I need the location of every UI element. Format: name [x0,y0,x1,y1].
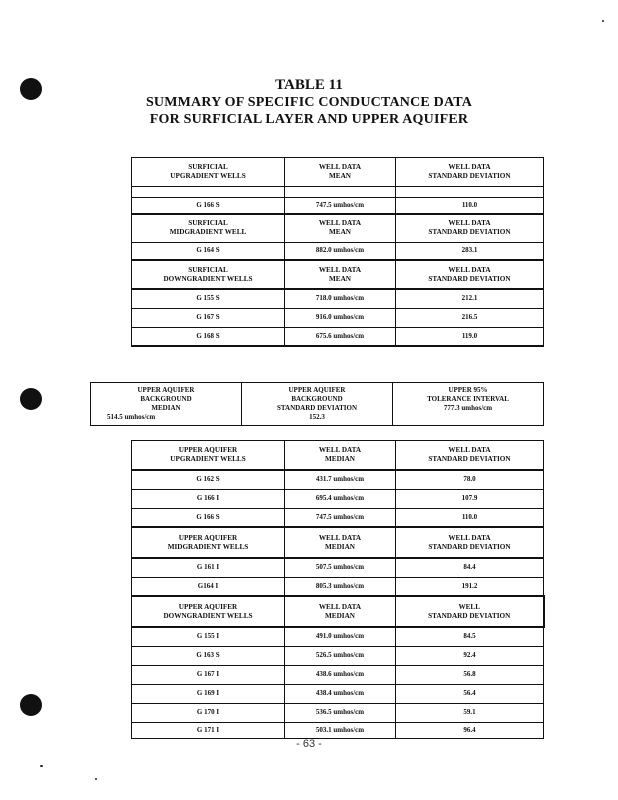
well-id: G 161 I [132,558,285,577]
table-row [132,527,544,558]
binder-hole-middle [20,388,42,410]
well-value: 438.4 umhos/cm [285,684,396,703]
well-value: 747.5 umhos/cm [285,198,396,214]
table-row [132,441,544,471]
well-id: G164 I [132,577,285,596]
well-id: G 163 S [132,646,285,665]
table-row [132,558,544,577]
table-row [132,489,544,508]
well-id: G 155 S [132,289,285,308]
table-row [132,289,544,308]
surficial-table [131,157,544,347]
well-sd: 56.4 [396,684,544,703]
well-value: 695.4 umhos/cm [285,489,396,508]
well-value: 747.5 umhos/cm [285,508,396,527]
well-sd: 119.0 [396,327,544,346]
header-cell: WELL DATA STANDARD DEVIATION [396,158,544,187]
well-id: G 169 I [132,684,285,703]
well-value: 507.5 umhos/cm [285,558,396,577]
well-value: 536.5 umhos/cm [285,703,396,722]
binder-hole-bottom [20,694,42,716]
table-row [132,703,544,722]
well-id: G 167 I [132,665,285,684]
well-id: G 170 I [132,703,285,722]
well-sd: 283.1 [396,242,544,260]
well-sd: 107.9 [396,489,544,508]
well-id: G 168 S [132,327,285,346]
table-row [132,627,544,646]
table-row [132,665,544,684]
table-subtitle-2: FOR SURFICIAL LAYER AND UPPER AQUIFER [149,112,469,127]
table-row [132,260,544,289]
well-id: G 167 S [132,308,285,327]
well-value: 438.6 umhos/cm [285,665,396,684]
header-cell: SURFICIAL MIDGRADIENT WELL [132,214,285,243]
well-sd: 212.1 [396,289,544,308]
header-cell: UPPER AQUIFER UPGRADIENT WELLS [132,441,285,471]
upper-aquifer-table [131,440,545,739]
well-value: 882.0 umhos/cm [285,242,396,260]
background-summary-box [90,382,544,426]
well-sd: 56.8 [396,665,544,684]
table-row [132,198,544,214]
background-sd-cell: UPPER AQUIFER BACKGROUND STANDARD DEVIATION 152.3 [242,383,393,425]
well-value: 491.0 umhos/cm [285,627,396,646]
well-value: 718.0 umhos/cm [285,289,396,308]
header-cell: WELL DATA MEAN [285,214,396,243]
table-row [132,577,544,596]
well-id: G 166 S [132,508,285,527]
table-row [132,646,544,665]
header-cell: UPPER AQUIFER MIDGRADIENT WELLS [132,527,285,558]
table-row [132,596,544,627]
header-cell: WELL DATA MEAN [285,260,396,289]
header-cell: WELL DATA STANDARD DEVIATION [396,214,544,243]
table-row [132,242,544,260]
well-id: G 162 S [132,470,285,489]
well-sd: 78.0 [396,470,544,489]
header-cell: WELL DATA STANDARD DEVIATION [396,527,544,558]
table-row [132,327,544,346]
table-row [132,470,544,489]
well-sd: 92.4 [396,646,544,665]
well-sd: 110.0 [396,508,544,527]
well-id: G 164 S [132,242,285,260]
well-sd: 84.4 [396,558,544,577]
well-id: G 155 I [132,627,285,646]
well-sd: 84.5 [396,627,544,646]
page-number: - 63 - [296,738,322,750]
well-sd: 59.1 [396,703,544,722]
header-cell: SURFICIAL DOWNGRADIENT WELLS [132,260,285,289]
header-cell: WELL DATA MEDIAN [285,596,396,627]
table-row [132,508,544,527]
table-row [132,722,544,738]
scan-speck [95,778,97,780]
header-cell: UPPER AQUIFER DOWNGRADIENT WELLS [132,596,285,627]
well-sd: 96.4 [396,722,544,738]
scan-speck [602,20,604,22]
well-value: 431.7 umhos/cm [285,470,396,489]
table-row [132,308,544,327]
table-row [132,158,544,187]
well-value: 675.6 umhos/cm [285,327,396,346]
table-row [132,214,544,243]
header-cell: WELL DATA MEAN [285,158,396,187]
well-value: 526.5 umhos/cm [285,646,396,665]
header-cell: WELL DATA STANDARD DEVIATION [396,441,544,471]
header-cell: WELL DATA MEDIAN [285,527,396,558]
table-subtitle: SUMMARY OF SPECIFIC CONDUCTANCE DATA [145,95,473,110]
well-id: G 166 S [132,198,285,214]
tolerance-interval-cell: UPPER 95% TOLERANCE INTERVAL 777.3 umhos/cm [427,386,509,412]
well-sd: 110.0 [396,198,544,214]
well-id: G 171 I [132,722,285,738]
header-cell: SURFICIAL UPGRADIENT WELLS [132,158,285,187]
background-median-cell: UPPER AQUIFER BACKGROUND MEDIAN 514.5 umhos/cm [91,383,242,425]
well-id: G 166 I [132,489,285,508]
header-cell: WELL STANDARD DEVIATION [396,596,544,627]
well-value: 916.0 umhos/cm [285,308,396,327]
well-value: 503.1 umhos/cm [285,722,396,738]
table-row [132,684,544,703]
well-sd: 191.2 [396,577,544,596]
header-cell: WELL DATA STANDARD DEVIATION [396,260,544,289]
header-cell: WELL DATA MEDIAN [285,441,396,471]
table-title: TABLE 11 [275,77,343,93]
scan-speck [40,765,43,767]
well-value: 805.3 umhos/cm [285,577,396,596]
well-sd: 216.5 [396,308,544,327]
